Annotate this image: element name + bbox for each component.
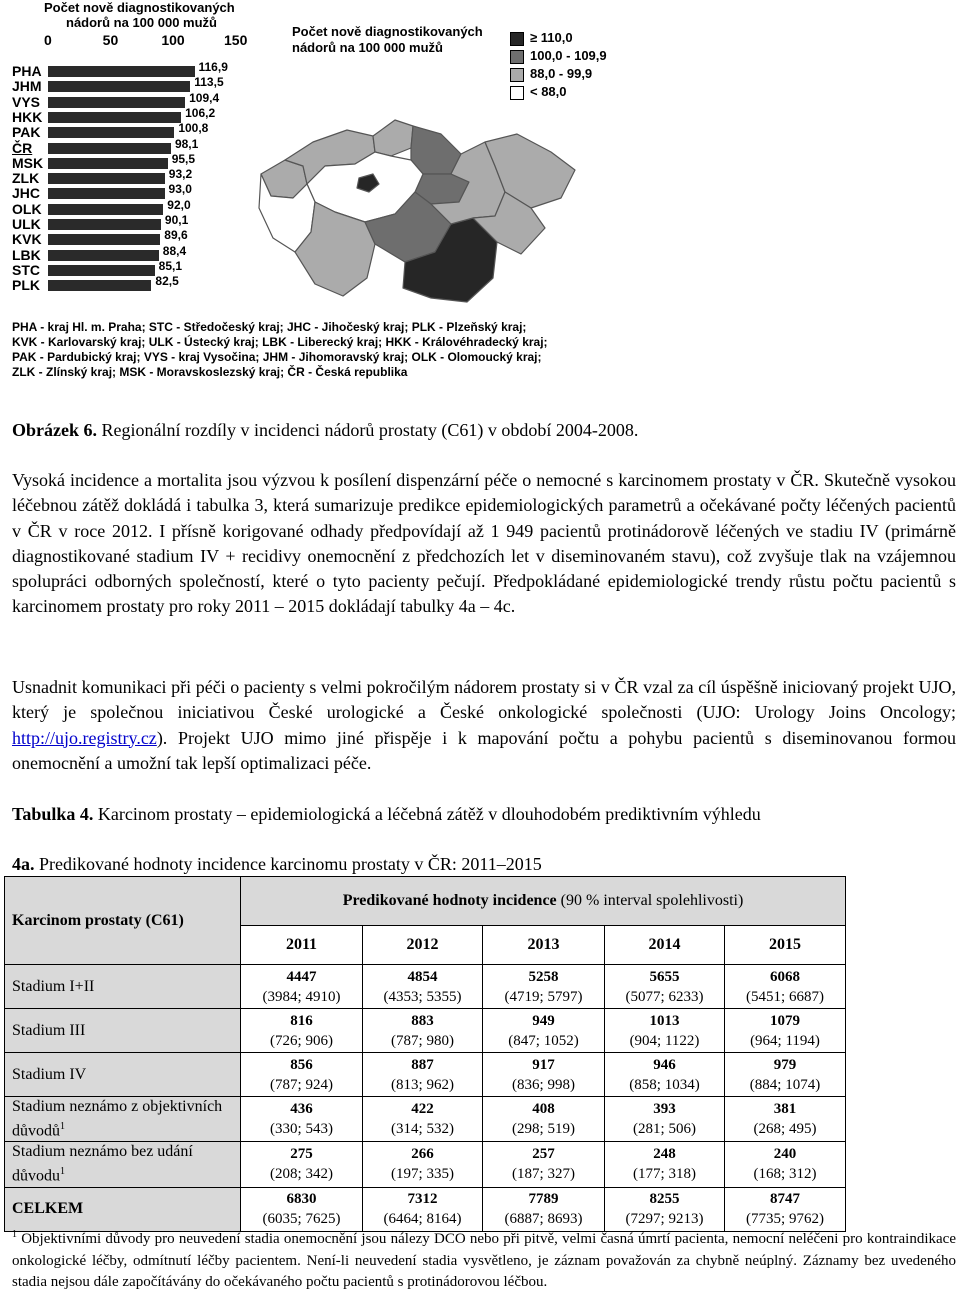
confidence-interval: (197; 335) [391, 1166, 454, 1183]
value-cell [363, 1053, 483, 1097]
predicted-value: 1013 [649, 1012, 680, 1029]
bar [48, 219, 161, 230]
axis-tick-0: 0 [44, 32, 52, 48]
legend-label: < 88,0 [530, 84, 567, 99]
legend-swatch [510, 32, 524, 46]
predicted-value: 5258 [528, 968, 559, 985]
bar-label: ULK [12, 216, 41, 232]
ujo-registry-link[interactable]: http://ujo.registry.cz [12, 727, 157, 748]
confidence-interval: (4353; 5355) [383, 988, 462, 1005]
confidence-interval: (904; 1122) [629, 1032, 700, 1049]
confidence-interval: (281; 506) [633, 1121, 696, 1138]
confidence-interval: (6887; 8693) [504, 1211, 583, 1228]
bar-label: PAK [12, 124, 41, 141]
bar-label: STC [12, 261, 40, 278]
year-header-2015: 2015 [725, 926, 846, 965]
confidence-interval: (6035; 7625) [262, 1211, 341, 1228]
predicted-value: 856 [290, 1056, 313, 1073]
bar-label: PHA [12, 63, 42, 79]
confidence-interval: (168; 312) [753, 1166, 817, 1183]
value-cell [605, 1053, 725, 1097]
bar-value-label: 100,8 [178, 121, 209, 136]
predicted-value: 248 [653, 1146, 676, 1163]
value-cell [725, 1009, 846, 1053]
predicted-value: 5655 [649, 968, 680, 985]
predicted-value: 436 [290, 1101, 313, 1118]
bar [48, 81, 190, 92]
year-header-2011: 2011 [241, 926, 363, 965]
bar-value-label: 116,9 [198, 60, 228, 74]
predicted-value: 949 [532, 1012, 555, 1029]
bar-label: LBK [12, 246, 41, 263]
predicted-value: 275 [290, 1146, 313, 1163]
axis-tick-50: 50 [102, 32, 119, 48]
bar [48, 204, 163, 215]
bar-value-label: 90,1 [164, 213, 189, 227]
bar-label: PLK [12, 277, 40, 294]
bar-label: JHC [12, 185, 41, 202]
value-cell [483, 965, 605, 1009]
predicted-value: 7312 [407, 1191, 438, 1208]
predicted-value: 8255 [649, 1191, 680, 1208]
confidence-interval: (787; 980) [391, 1032, 454, 1049]
map-region-lbk [373, 120, 413, 156]
predicted-value: 946 [653, 1056, 676, 1073]
bar-value-label: 85,1 [158, 258, 183, 273]
czech-regions-map [255, 112, 615, 312]
predicted-value: 8747 [770, 1191, 800, 1208]
legend-title: Počet nově diagnostikovaných nádorů na 100 000 mužů [292, 24, 483, 55]
confidence-interval: (298; 519) [512, 1121, 575, 1138]
confidence-interval: (884; 1074) [749, 1076, 821, 1093]
bar-value-label: 93,2 [168, 167, 193, 182]
predicted-value: 393 [653, 1101, 676, 1118]
value-cell [241, 1142, 363, 1187]
value-cell [241, 965, 363, 1009]
axis-tick-150: 150 [224, 32, 248, 48]
value-cell [725, 1053, 846, 1097]
bar [48, 112, 181, 123]
value-cell [363, 1142, 483, 1187]
legend-label: 100,0 - 109,9 [530, 48, 607, 63]
map-region-hkk [411, 126, 461, 174]
value-cell [605, 965, 725, 1009]
region-abbreviations: PHA - kraj Hl. m. Praha; STC - Středočeský kraj; JHC - Jihočeský kraj; PLK - Plzeňský kraj; KVK - Karlovarský kraj; ULK - Ústecký kraj; LBK - Liberecký kraj; HKK - Královéhradecký kraj; PAK - Pardubický kraj; VYS - kraj Vysočina; JHM - Jihomoravský kraj; OLK - Olomoucký kraj; ZLK - Zlínský kraj; MSK - Moravskoslezský kraj; ČR - Česká republika [12, 320, 548, 379]
confidence-interval: (787; 924) [270, 1076, 333, 1093]
value-cell [241, 1009, 363, 1053]
predicted-value: 917 [532, 1056, 555, 1073]
bar-label: VYS [12, 93, 41, 110]
bar [48, 173, 165, 184]
row-label: Stadium neznámo z objektivních důvodů$^1$ [5, 1097, 241, 1142]
value-cell [605, 1009, 725, 1053]
confidence-interval: (4719; 5797) [504, 988, 583, 1005]
bar-label: OLK [12, 200, 42, 217]
row-label: Stadium neznámo bez udání důvodu$^1$ [5, 1142, 241, 1187]
paragraph-1: Vysoká incidence a mortalita jsou výzvou k posílení dispenzární péče o nemocné s karcinomem prostaty v ČR. Skutečně vysokou léčebnou zátěž dokládá i tabulka 3, která sumarizuje predikce epidemiologických parametrů a očekávané počty léčených pacientů v ČR v roce 2012. I přísně korigované odhady předpovídají až 1 949 pacientů protinádorově léčených ve stadiu IV (primárně diagnostikované stadium IV + recidivy onemocnění z předchozích let v diseminovaném stavu), což zvyšuje tlak na vzájemnou spolupráci odborných společností, které o tyto pacienty pečují. Předpokládané epidemiologické trendy růstu počtu pacientů s karcinomem prostaty pro roky 2011 – 2015 dokládají tabulky 4a – 4c. [12, 470, 956, 617]
predicted-value: 1079 [770, 1012, 800, 1029]
confidence-interval: (847; 1052) [508, 1032, 579, 1049]
confidence-interval: (5077; 6233) [625, 988, 704, 1005]
bar-label: ZLK [12, 170, 40, 187]
table-row [5, 1009, 846, 1053]
predicted-value: 240 [773, 1146, 797, 1163]
bar-value-label: 95,5 [171, 151, 196, 166]
bar [48, 66, 195, 77]
confidence-interval: (813; 962) [391, 1076, 454, 1093]
legend-label: 88,0 - 99,9 [530, 66, 593, 81]
legend-swatch [510, 68, 524, 82]
table-4a-title: 4a. Predikované hodnoty incidence karcinomu prostaty v ČR: 2011–2015 [12, 854, 542, 874]
value-cell [483, 1097, 605, 1142]
confidence-interval: (726; 906) [270, 1032, 333, 1049]
table-corner-label: Karcinom prostaty (C61) [5, 877, 241, 965]
axis-tick-100: 100 [161, 32, 185, 48]
value-cell [483, 1142, 605, 1187]
table-4-title: Tabulka 4. Karcinom prostaty – epidemiologická a léčebná zátěž v dlouhodobém prediktivním výhledu [12, 804, 761, 824]
confidence-interval: (3984; 4910) [262, 988, 341, 1005]
value-cell [725, 1142, 846, 1187]
bar [48, 250, 159, 261]
legend-label: ≥ 110,0 [530, 30, 573, 45]
predicted-value: 381 [773, 1101, 797, 1118]
value-cell [605, 1097, 725, 1142]
bar-value-label: 89,6 [164, 228, 188, 243]
bar [48, 280, 151, 291]
bar [48, 143, 171, 154]
table-header-main: Predikované hodnoty incidence (90 % interval spolehlivosti) [241, 877, 846, 926]
bar [48, 127, 174, 138]
value-cell [483, 1053, 605, 1097]
confidence-interval: (314; 532) [391, 1121, 454, 1138]
prediction-table [4, 876, 846, 1232]
predicted-value: 408 [532, 1101, 555, 1118]
predicted-value: 883 [411, 1012, 434, 1029]
year-header-2014: 2014 [605, 926, 725, 965]
legend-swatch [510, 50, 524, 64]
bar-label: KVK [12, 231, 42, 248]
bar-value-label: 88,4 [162, 243, 187, 258]
confidence-interval: (6464; 8164) [383, 1211, 462, 1228]
confidence-interval: (330; 543) [270, 1121, 333, 1138]
confidence-interval: (858; 1034) [629, 1076, 700, 1093]
bar-value-label: 82,5 [155, 274, 179, 289]
value-cell [605, 1142, 725, 1187]
bar-value-label: 113,5 [194, 75, 224, 90]
table-row [5, 1142, 846, 1187]
bar-value-label: 109,4 [189, 90, 220, 105]
bar-label: HKK [12, 108, 43, 125]
figure-regional-incidence [0, 0, 640, 395]
predicted-value: 6830 [286, 1191, 317, 1208]
confidence-interval: (177; 318) [633, 1166, 696, 1183]
bar [48, 97, 185, 108]
bar-label: JHM [12, 78, 42, 95]
table-body [5, 965, 846, 1232]
confidence-interval: (187; 327) [512, 1166, 575, 1183]
confidence-interval: (268; 495) [753, 1121, 817, 1138]
row-label: Stadium I+II [5, 965, 241, 1009]
predicted-value: 266 [411, 1146, 434, 1163]
confidence-interval: (836; 998) [512, 1076, 575, 1093]
confidence-interval: (7297; 9213) [625, 1211, 704, 1228]
predicted-value: 816 [290, 1012, 313, 1029]
confidence-interval: (208; 342) [270, 1166, 333, 1183]
row-label: Stadium III [5, 1009, 241, 1053]
value-cell [241, 1053, 363, 1097]
bar-value-label: 106,2 [185, 105, 216, 120]
bar-value-label: 98,1 [174, 136, 199, 151]
bar-value-label: 93,0 [168, 182, 192, 197]
bar-label: ČR [12, 139, 33, 156]
predicted-value: 422 [411, 1101, 434, 1118]
table-row [5, 965, 846, 1009]
table-row [5, 1097, 846, 1142]
year-header-2013: 2013 [483, 926, 605, 965]
value-cell [725, 1097, 846, 1142]
figure-caption: Obrázek 6. Regionální rozdíly v incidenci nádorů prostaty (C61) v období 2004-2008. [12, 420, 639, 440]
confidence-interval: (964; 1194) [750, 1032, 820, 1049]
row-label: Stadium IV [5, 1053, 241, 1097]
value-cell [363, 965, 483, 1009]
bar [48, 188, 165, 199]
predicted-value: 257 [532, 1146, 555, 1163]
predicted-value: 4447 [286, 968, 317, 985]
table-row [5, 1053, 846, 1097]
bar [48, 265, 155, 276]
value-cell [363, 1009, 483, 1053]
bar [48, 234, 160, 245]
legend-swatch [510, 86, 524, 100]
confidence-interval: (7735; 9762) [746, 1211, 824, 1228]
bar-value-label: 92,0 [167, 197, 191, 212]
paragraph-2: Usnadnit komunikaci při péči o pacienty s velmi pokročilým nádorem prostaty si v ČR vzal za cíl úspěšně iniciovaný projekt UJO, který je společnou iniciativou České urologické a České onkologické společnosti (UJO: Urology Joins Oncology; http://ujo.registry.cz). Projekt UJO mimo jiné přispěje i k mapování počtu a pohybu pacientů s diseminovanou formou onemocnění a umožní tak lepší optimalizaci péče. [12, 677, 956, 773]
predicted-value: 4854 [407, 968, 438, 985]
predicted-value: 6068 [770, 968, 800, 985]
bar-chart-title: Počet nově diagnostikovaných nádorů na 100 000 mužů [44, 0, 235, 30]
bar-label: MSK [12, 154, 44, 171]
row-label: CELKEM [5, 1187, 241, 1231]
predicted-value: 7789 [528, 1191, 559, 1208]
value-cell [363, 1097, 483, 1142]
bar [48, 158, 168, 169]
confidence-interval: (5451; 6687) [746, 988, 824, 1005]
year-header-2012: 2012 [363, 926, 483, 965]
predicted-value: 887 [411, 1056, 434, 1073]
footnote: $^1$ Objektivními důvody pro neuvedení stadia onemocnění jsou nálezy DCO nebo při pitvě, velmi časná úmrtí pacienta, nemocní neléčeni pro kontraindikace onkologické léčby, odmítnutí léčby pacientem. Není-li neuvedení stadia vysvětleno, je záznam považován za chybně neúplný. Záznamy bez uvedeného stadia nejsou dále započítávány do očekávaného počtu pacientů s protinádorovou léčbou. [12, 1229, 956, 1290]
value-cell [241, 1097, 363, 1142]
value-cell [483, 1009, 605, 1053]
predicted-value: 979 [773, 1056, 797, 1073]
value-cell [725, 965, 846, 1009]
